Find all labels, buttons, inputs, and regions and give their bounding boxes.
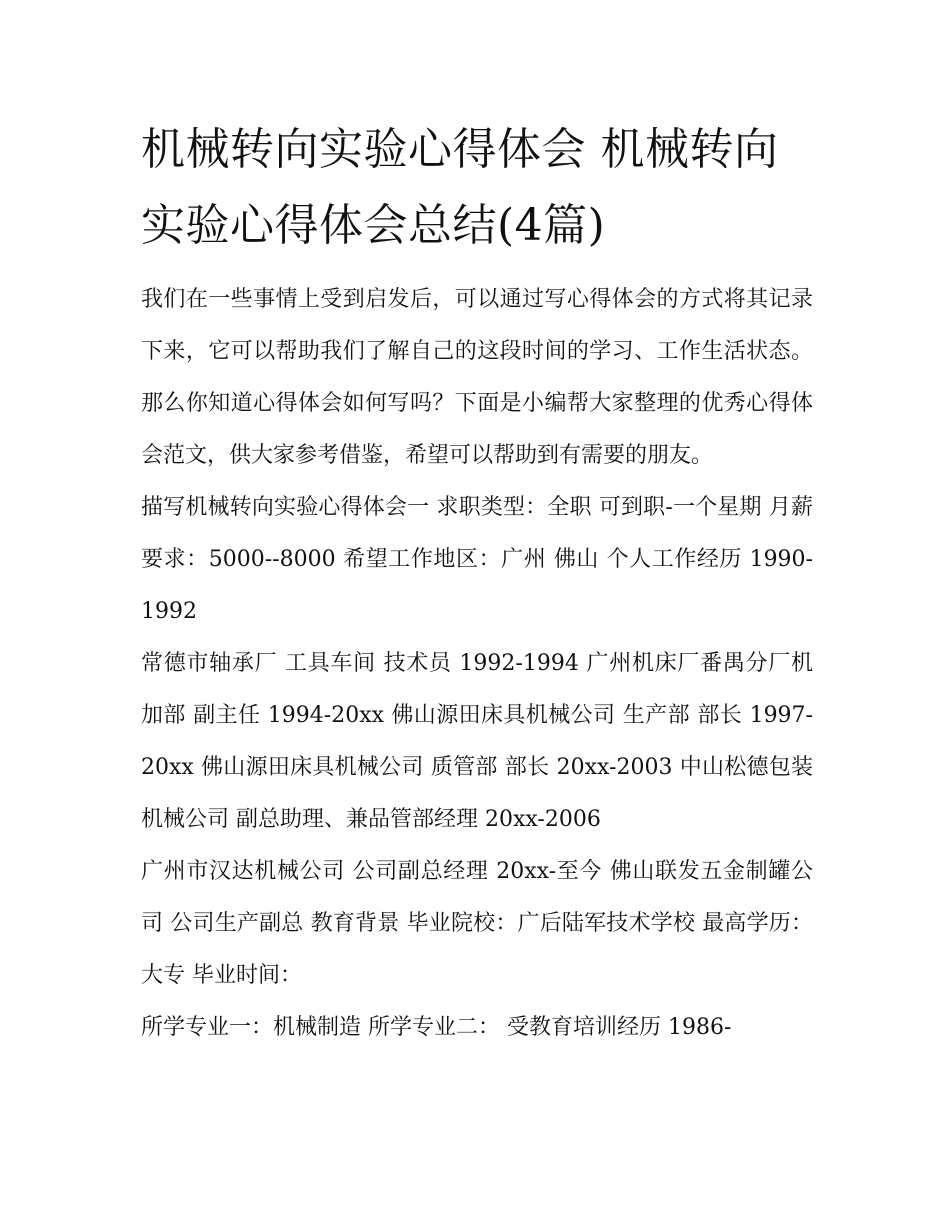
job-info-paragraph: 描写机械转向实验心得体会一 求职类型：全职 可到职-一个星期 月薪要求：5000--8000 希望工作地区：广州 佛山 个人工作经历 1990-1992 <box>141 495 813 624</box>
major-paragraph: 所学专业一：机械制造 所学专业二： 受教育培训经历 1986- <box>141 1015 732 1040</box>
document-title: 机械转向实验心得体会 机械转向实验心得体会总结(4篇) <box>141 124 779 251</box>
education-paragraph: 广州市汉达机械公司 公司副总经理 20xx-至今 佛山联发五金制罐公司 公司生产副总 教育背景 毕业院校：广后陆军技术学校 最高学历：大专 毕业时间： <box>141 859 813 988</box>
work-history-paragraph: 常德市轴承厂 工具车间 技术员 1992-1994 广州机床厂番禺分厂机加部 副主任 1994-20xx 佛山源田床具机械公司 生产部 部长 1997-20xx 佛山源田床具机械公司 质管部 部长 20xx-2003 中山松德包装机械公司 副总助理、兼品管部经理 20xx-2006 <box>141 651 813 832</box>
intro-paragraph: 我们在一些事情上受到启发后，可以通过写心得体会的方式将其记录下来，它可以帮助我们了解自己的这段时间的学习、工作生活状态。那么你知道心得体会如何写吗？下面是小编帮大家整理的优秀心得体会范文，供大家参考借鉴，希望可以帮助到有需要的朋友。 <box>141 287 813 468</box>
document-body <box>141 112 813 1054</box>
